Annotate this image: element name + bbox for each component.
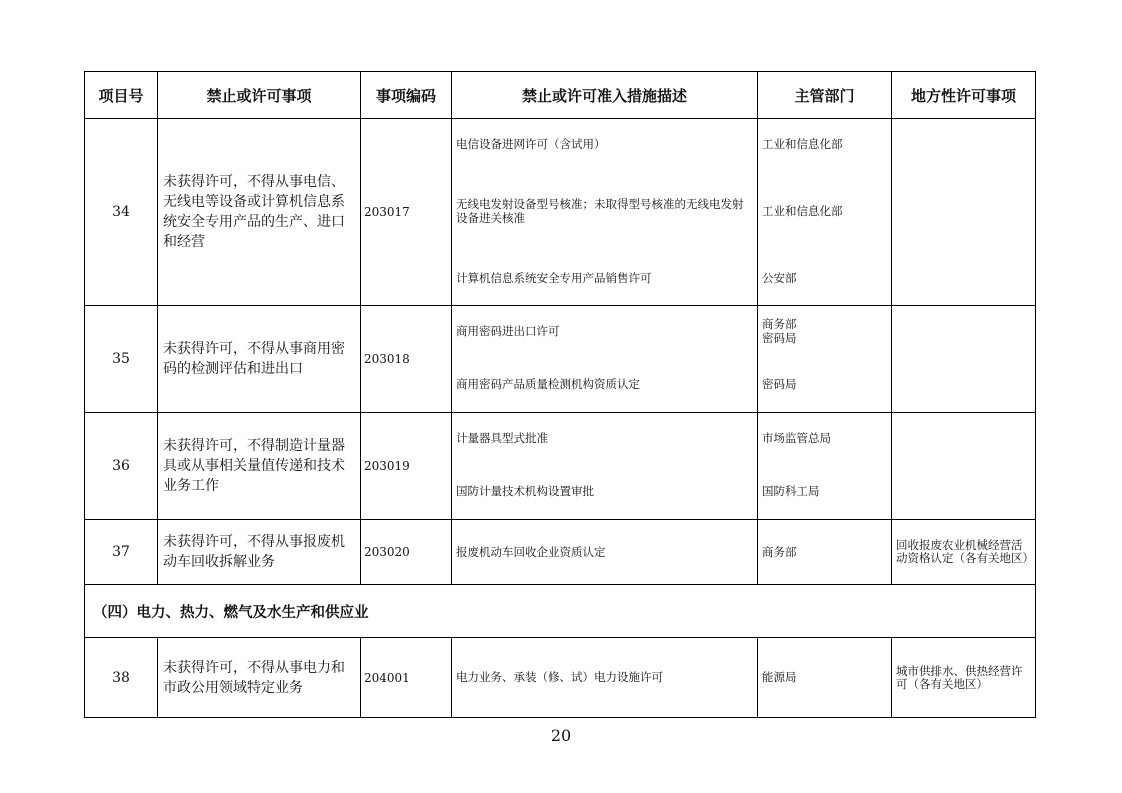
section-row (85, 585, 1036, 638)
table-row (85, 413, 1036, 520)
row-local (892, 306, 1036, 413)
header-no: 项目号 (85, 72, 158, 119)
row-number: 36 (85, 413, 158, 520)
row-local: 回收报废农业机械经营活动资格认定（各有关地区） (892, 520, 1036, 585)
row-measures (452, 119, 758, 306)
dept-text: 市场监管总局 (762, 431, 831, 445)
row-number: 38 (85, 638, 158, 718)
measure-text: 电信设备进网许可（含试用） (456, 137, 606, 151)
section-heading: （四）电力、热力、燃气及水生产和供应业 (85, 585, 1036, 638)
dept-text: 商务部 (758, 520, 892, 585)
table-row (85, 306, 1036, 413)
row-code: 204001 (361, 638, 452, 718)
header-code: 事项编码 (361, 72, 452, 119)
row-number: 37 (85, 520, 158, 585)
row-code: 203019 (361, 413, 452, 520)
measure-text: 计量器具型式批准 (456, 431, 548, 445)
measure-text: 无线电发射设备型号核准；未取得型号核准的无线电发射设备进关核准 (456, 197, 744, 225)
row-item: 未获得许可，不得从事电力和市政公用领域特定业务 (158, 638, 361, 718)
header-measure: 禁止或许可准入措施描述 (452, 72, 758, 119)
table-header-row (85, 72, 1036, 119)
measure-text: 商用密码产品质量检测机构资质认定 (456, 377, 640, 391)
measure-text: 商用密码进出口许可 (456, 324, 560, 338)
row-item: 未获得许可，不得从事商用密码的检测评估和进出口 (158, 306, 361, 413)
row-local (892, 413, 1036, 520)
row-local (892, 119, 1036, 306)
dept-text: 密码局 (762, 377, 797, 391)
header-dept: 主管部门 (758, 72, 892, 119)
dept-text: 能源局 (758, 638, 892, 718)
row-depts (758, 413, 892, 520)
row-code: 203018 (361, 306, 452, 413)
dept-text: 商务部 密码局 (762, 317, 797, 345)
measure-text: 电力业务、承装（修、试）电力设施许可 (452, 638, 758, 718)
row-local: 城市供排水、供热经营许可（各有关地区） (892, 638, 1036, 718)
row-item: 未获得许可，不得从事电信、无线电等设备或计算机信息系统安全专用产品的生产、进口和经营 (158, 119, 361, 306)
table-row (85, 638, 1036, 718)
table-row (85, 520, 1036, 585)
row-item: 未获得许可，不得制造计量器具或从事相关量值传递和技术业务工作 (158, 413, 361, 520)
row-code: 203017 (361, 119, 452, 306)
row-number: 35 (85, 306, 158, 413)
measure-text: 国防计量技术机构设置审批 (456, 484, 594, 498)
row-item: 未获得许可，不得从事报废机动车回收拆解业务 (158, 520, 361, 585)
row-number: 34 (85, 119, 158, 306)
dept-text: 国防科工局 (762, 484, 820, 498)
header-local: 地方性许可事项 (892, 72, 1036, 119)
row-measures (452, 413, 758, 520)
row-measures (452, 306, 758, 413)
permit-table (84, 71, 1036, 718)
dept-text: 公安部 (762, 271, 797, 285)
table-row (85, 119, 1036, 306)
dept-text: 工业和信息化部 (762, 137, 843, 151)
row-code: 203020 (361, 520, 452, 585)
row-depts (758, 306, 892, 413)
measure-text: 计算机信息系统安全专用产品销售许可 (456, 271, 652, 285)
dept-text: 工业和信息化部 (762, 204, 843, 218)
page-number: 20 (550, 726, 572, 745)
measure-text: 报废机动车回收企业资质认定 (452, 520, 758, 585)
header-item: 禁止或许可事项 (158, 72, 361, 119)
row-depts (758, 119, 892, 306)
